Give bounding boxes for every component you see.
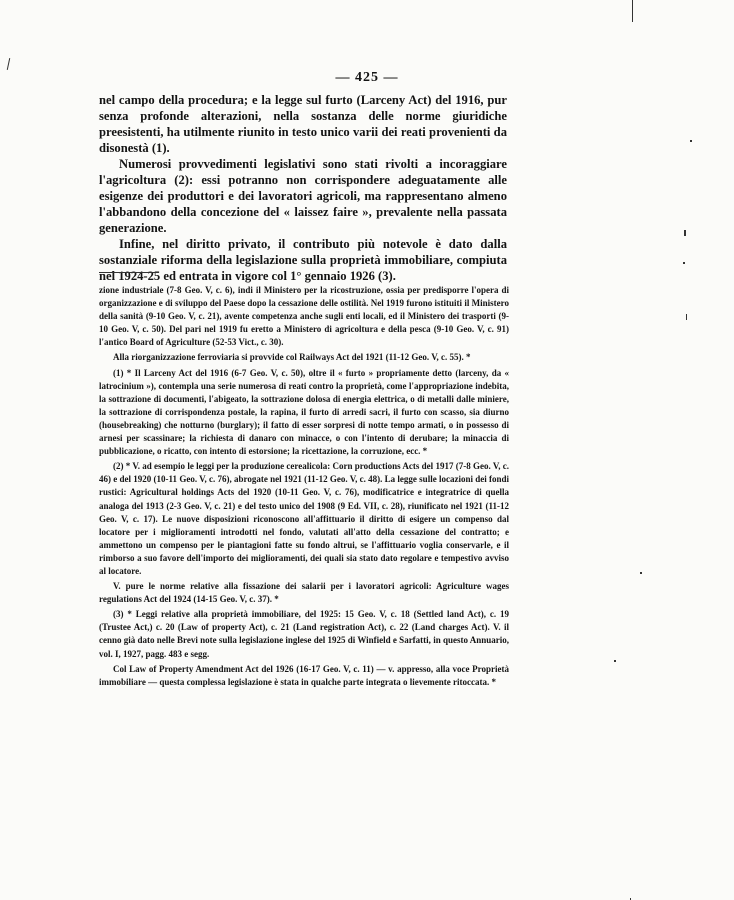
- footnotes: [99, 284, 509, 691]
- scan-mark: [640, 572, 642, 574]
- footnote-paragraph: Alla riorganizzazione ferroviaria si provvide col Railways Act del 1921 (11-12 Geo. V, c. 55). *: [113, 352, 471, 363]
- scan-mark: [690, 140, 692, 142]
- scan-mark: [7, 58, 10, 70]
- scan-mark: [686, 314, 687, 320]
- scan-mark: [614, 660, 616, 662]
- main-paragraph: nel campo della procedura; e la legge sul furto (Larceny Act) del 1916, pur senza profonde alterazioni, nella sostanza delle norme giuridiche preesistenti, ha utilmente riunito in testo unico varii dei reati provenienti da disonestà (1).: [99, 93, 507, 155]
- main-paragraph: Infine, nel diritto privato, il contributo più notevole è dato dalla sostanziale riforma della legislazione sulla proprietà immobiliare, compiuta nel 1924-25 ed entrata in vigore col 1° gennaio 1926 (3).: [99, 237, 507, 283]
- footnote-paragraph: Col Law of Property Amendment Act del 1926 (16-17 Geo. V, c. 11) — v. appresso, alla voce Proprietà immobiliare — questa complessa legislazione è stata in qualche parte integrata o lievemente ritoccata. *: [99, 663, 509, 687]
- page-number: — 425 —: [335, 70, 399, 85]
- footnote-paragraph: (3) * Leggi relative alla proprietà immobiliare, del 1925: 15 Geo. V, c. 18 (Settled land Act), c. 19 (Trustee Act,) c. 20 (Law of property Act), c. 21 (Land registration Act), c. 22 (Land charges Act). V. il cenno già dato nelle Brevi note sulla legislazione inglese del 1925 di Winfield e Sarfatti, in questo Annuario, vol. I, 1927, pagg. 483 e segg.: [99, 609, 509, 659]
- scan-mark: [632, 0, 633, 22]
- footnote-paragraph: V. pure le norme relative alla fissazione dei salarii per i lavoratori agricoli: Agriculture wages regulations Act del 1924 (14-15 Geo. V, c. 37). *: [99, 581, 509, 605]
- footnote-paragraph: (1) * Il Larceny Act del 1916 (6-7 Geo. V, c. 50), oltre il « furto » propriamente detto (larceny, da « latrocinium »), contempla una serie numerosa di reati contro la proprietà, come l'appropriazione indebita, la sottrazione di documenti, l'abigeato, la sottrazione dolosa di energia elettrica, o di metalli dalle miniere, la sottrazione di corrispondenza postale, la rapina, il furto di arredi sacri, il furto con scasso, sia diurno (housebreaking) che notturno (burglary); il fatto di esser sorpresi di notte tempo armati, o in possesso di arnesi per scassinare; la richiesta di danaro con minacce, o con l'intento di derubare; la minaccia di pubblicazione, o ricatto, con intento di estorsione; la ricettazione, la corruzione, ecc. *: [99, 367, 509, 457]
- main-paragraph: Numerosi provvedimenti legislativi sono stati rivolti a incoraggiare l'agricoltura (2): essi potranno non corrispondere adeguatamente alle esigenze dei produttori e dei lavoratori agricoli, ma rappresentano almeno l'abbandono della concezione del « laissez faire », prevalente nella passata generazione.: [99, 157, 507, 235]
- footnote-separator: [99, 272, 157, 273]
- main-text: [99, 92, 507, 284]
- scan-mark: [683, 262, 685, 264]
- scan-mark: [684, 230, 686, 236]
- footnote-paragraph: zione industriale (7-8 Geo. V, c. 6), indi il Ministero per la ricostruzione, ossia per predisporre l'opera di organizzazione e di sviluppo del Paese dopo la cessazione delle ostilità. Nel 1919 furono istituiti il Ministero della sanità (9-10 Geo. V, c. 21), avente competenza anche sugli enti locali, ed il Ministero dei trasporti (9-10 Geo. V, c. 50). Del pari nel 1919 fu eretto a Ministero di agricoltura e della pesca (9-10 Geo. V, c. 91) l'antico Board of Agriculture (52-53 Vict., c. 30).: [99, 285, 509, 348]
- footnote-paragraph: (2) * V. ad esempio le leggi per la produzione cerealicola: Corn productions Acts del 1917 (7-8 Geo. V, c. 46) e del 1920 (10-11 Geo. V, c. 76), abrogate nel 1921 (11-12 Geo. V, c. 48). La legge sulle locazioni dei fondi rustici: Agricultural holdings Acts del 1920 (10-11 Geo. V, c. 76), modificatrice e integratrice di quella analoga del 1913 (2-3 Geo. V, c. 21) e del testo unico del 1908 (9 Ed. VII, c. 28), riunificato nel 1921 (11-12 Geo. V, c. 17). Le nuove disposizioni riconoscono all'affittuario il diritto di esigere un compenso dal locatore per i miglioramenti introdotti nel fondo, valutati all'atto della cessazione del contratto; e ammettono un compenso per le piantagioni fatte su fondo altrui, se l'affittuario voglia conservarle, e il rimborso a suo favore dell'importo dei miglioramenti, dei quali sia stato dato regolare e tempestivo avviso al locatore.: [99, 461, 509, 576]
